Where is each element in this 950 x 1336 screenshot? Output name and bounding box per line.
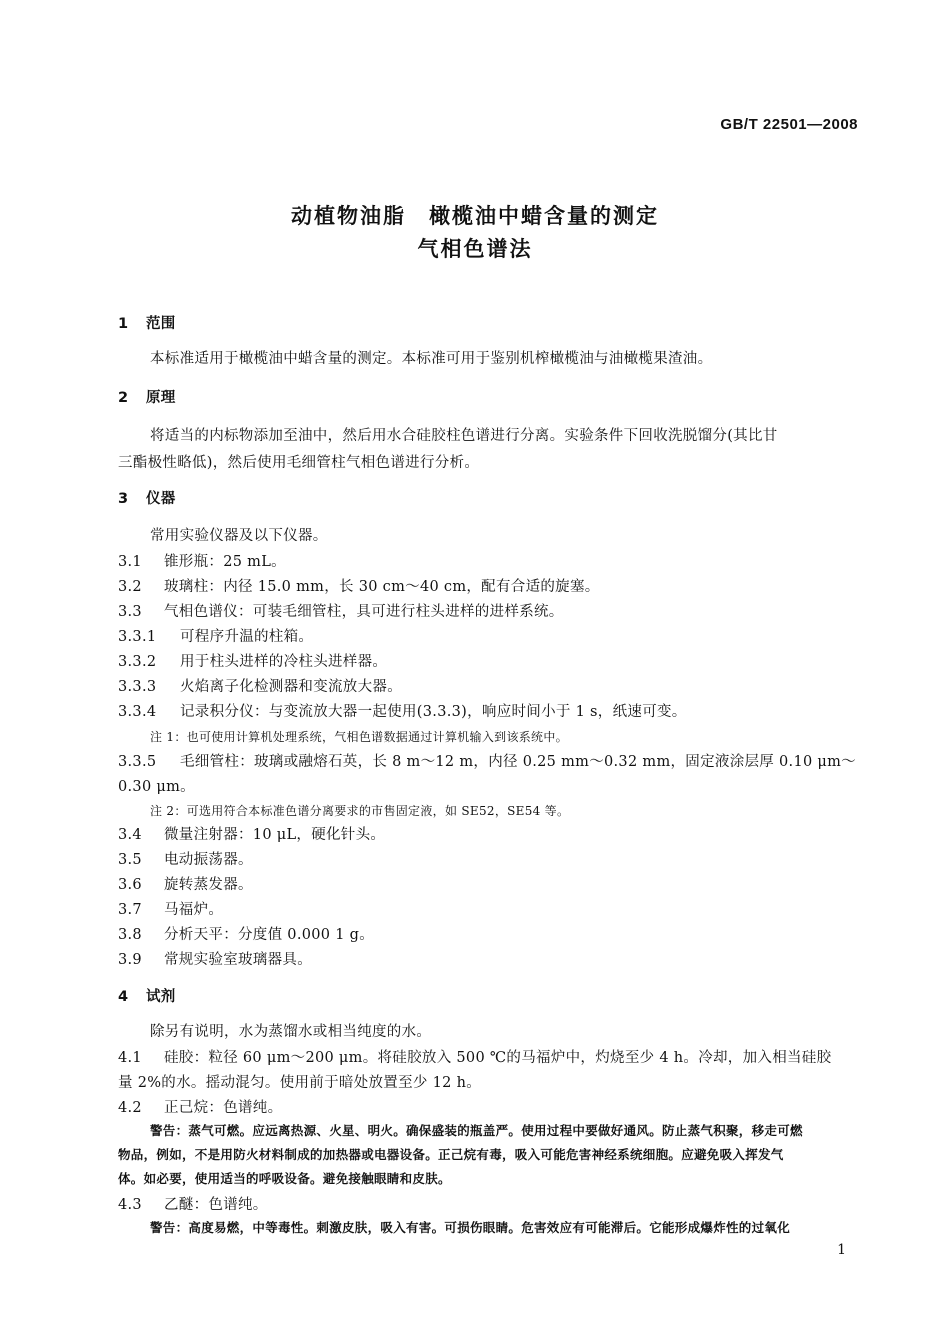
clause: 3.3.4 记录积分仪：与变流放大器一起使用(3.3.3)，响应时间小于 1 s，纸速可变。 <box>118 704 687 720</box>
clause: 3.3.2 用于柱头进样的冷柱头进样器。 <box>118 654 388 670</box>
standard-number: GB/T 22501—2008 <box>720 116 858 133</box>
page-number: 1 <box>837 1242 846 1258</box>
clause: 3.3.3 火焰离子化检测器和变流放大器。 <box>118 679 402 695</box>
clause: 3.2 玻璃柱：内径 15.0 mm，长 30 cm～40 cm，配有合适的旋塞。 <box>118 579 600 595</box>
warning: 警告：蒸气可燃。应远离热源、火星、明火。确保盛装的瓶盖严。使用过程中要做好通风。防止蒸气积聚，移走可燃 <box>150 1123 803 1138</box>
clause: 4.1 硅胶：粒径 60 μm～200 μm。将硅胶放入 500 ℃的马福炉中，灼烧至少 4 h。冷却，加入相当硅胶 <box>118 1050 832 1066</box>
paragraph: 将适当的内标物添加至油中，然后用水合硅胶柱色谱进行分离。实验条件下回收洗脱馏分(其比甘 <box>150 428 778 444</box>
clause: 3.3 气相色谱仪：可装毛细管柱，具可进行柱头进样的进样系统。 <box>118 604 564 620</box>
section-heading: 1 范围 <box>118 316 176 332</box>
paragraph-continuation: 三酯极性略低)，然后使用毛细管柱气相色谱进行分析。 <box>118 455 480 471</box>
clause: 4.3 乙醚：色谱纯。 <box>118 1197 268 1213</box>
note: 注 1：也可使用计算机处理系统，气相色谱数据通过计算机输入到该系统中。 <box>150 730 568 744</box>
clause: 3.3.5 毛细管柱：玻璃或融熔石英，长 8 m～12 m，内径 0.25 mm～0.32 mm，固定液涂层厚 0.10 μm～ <box>118 754 856 770</box>
clause: 3.9 常规实验室玻璃器具。 <box>118 952 312 968</box>
clause: 4.2 正己烷：色谱纯。 <box>118 1100 283 1116</box>
paragraph: 常用实验仪器及以下仪器。 <box>150 528 328 544</box>
section-heading: 4 试剂 <box>118 989 176 1005</box>
clause: 3.3.1 可程序升温的柱箱。 <box>118 629 314 645</box>
clause-continuation: 量 2%的水。摇动混匀。使用前于暗处放置至少 12 h。 <box>118 1075 482 1091</box>
clause: 3.1 锥形瓶：25 mL。 <box>118 554 286 570</box>
clause-continuation: 0.30 μm。 <box>118 779 195 795</box>
clause: 3.8 分析天平：分度值 0.000 1 g。 <box>118 927 375 943</box>
paragraph: 本标准适用于橄榄油中蜡含量的测定。本标准可用于鉴别机榨橄榄油与油橄榄果渣油。 <box>150 351 713 367</box>
section-heading: 2 原理 <box>118 390 176 406</box>
clause: 3.6 旋转蒸发器。 <box>118 877 253 893</box>
clause: 3.7 马福炉。 <box>118 902 224 918</box>
page-title: 动植物油脂 橄榄油中蜡含量的测定 <box>291 204 659 228</box>
note: 注 2：可选用符合本标准色谱分离要求的市售固定液，如 SE52，SE54 等。 <box>150 804 570 818</box>
warning-continuation: 体。如必要，使用适当的呼吸设备。避免接触眼睛和皮肤。 <box>118 1171 451 1186</box>
section-heading: 3 仪器 <box>118 491 176 507</box>
warning: 警告：高度易燃，中等毒性。刺激皮肤，吸入有害。可损伤眼睛。危害效应有可能滞后。它能形成爆炸性的过氧化 <box>150 1220 791 1235</box>
page-subtitle: 气相色谱法 <box>417 237 533 261</box>
warning-continuation: 物品，例如，不是用防火材料制成的加热器或电器设备。正己烷有毒，吸入可能危害神经系统细胞。应避免吸入挥发气 <box>118 1147 784 1162</box>
paragraph: 除另有说明，水为蒸馏水或相当纯度的水。 <box>150 1024 432 1040</box>
clause: 3.5 电动振荡器。 <box>118 852 253 868</box>
clause: 3.4 微量注射器：10 μL，硬化针头。 <box>118 827 386 843</box>
